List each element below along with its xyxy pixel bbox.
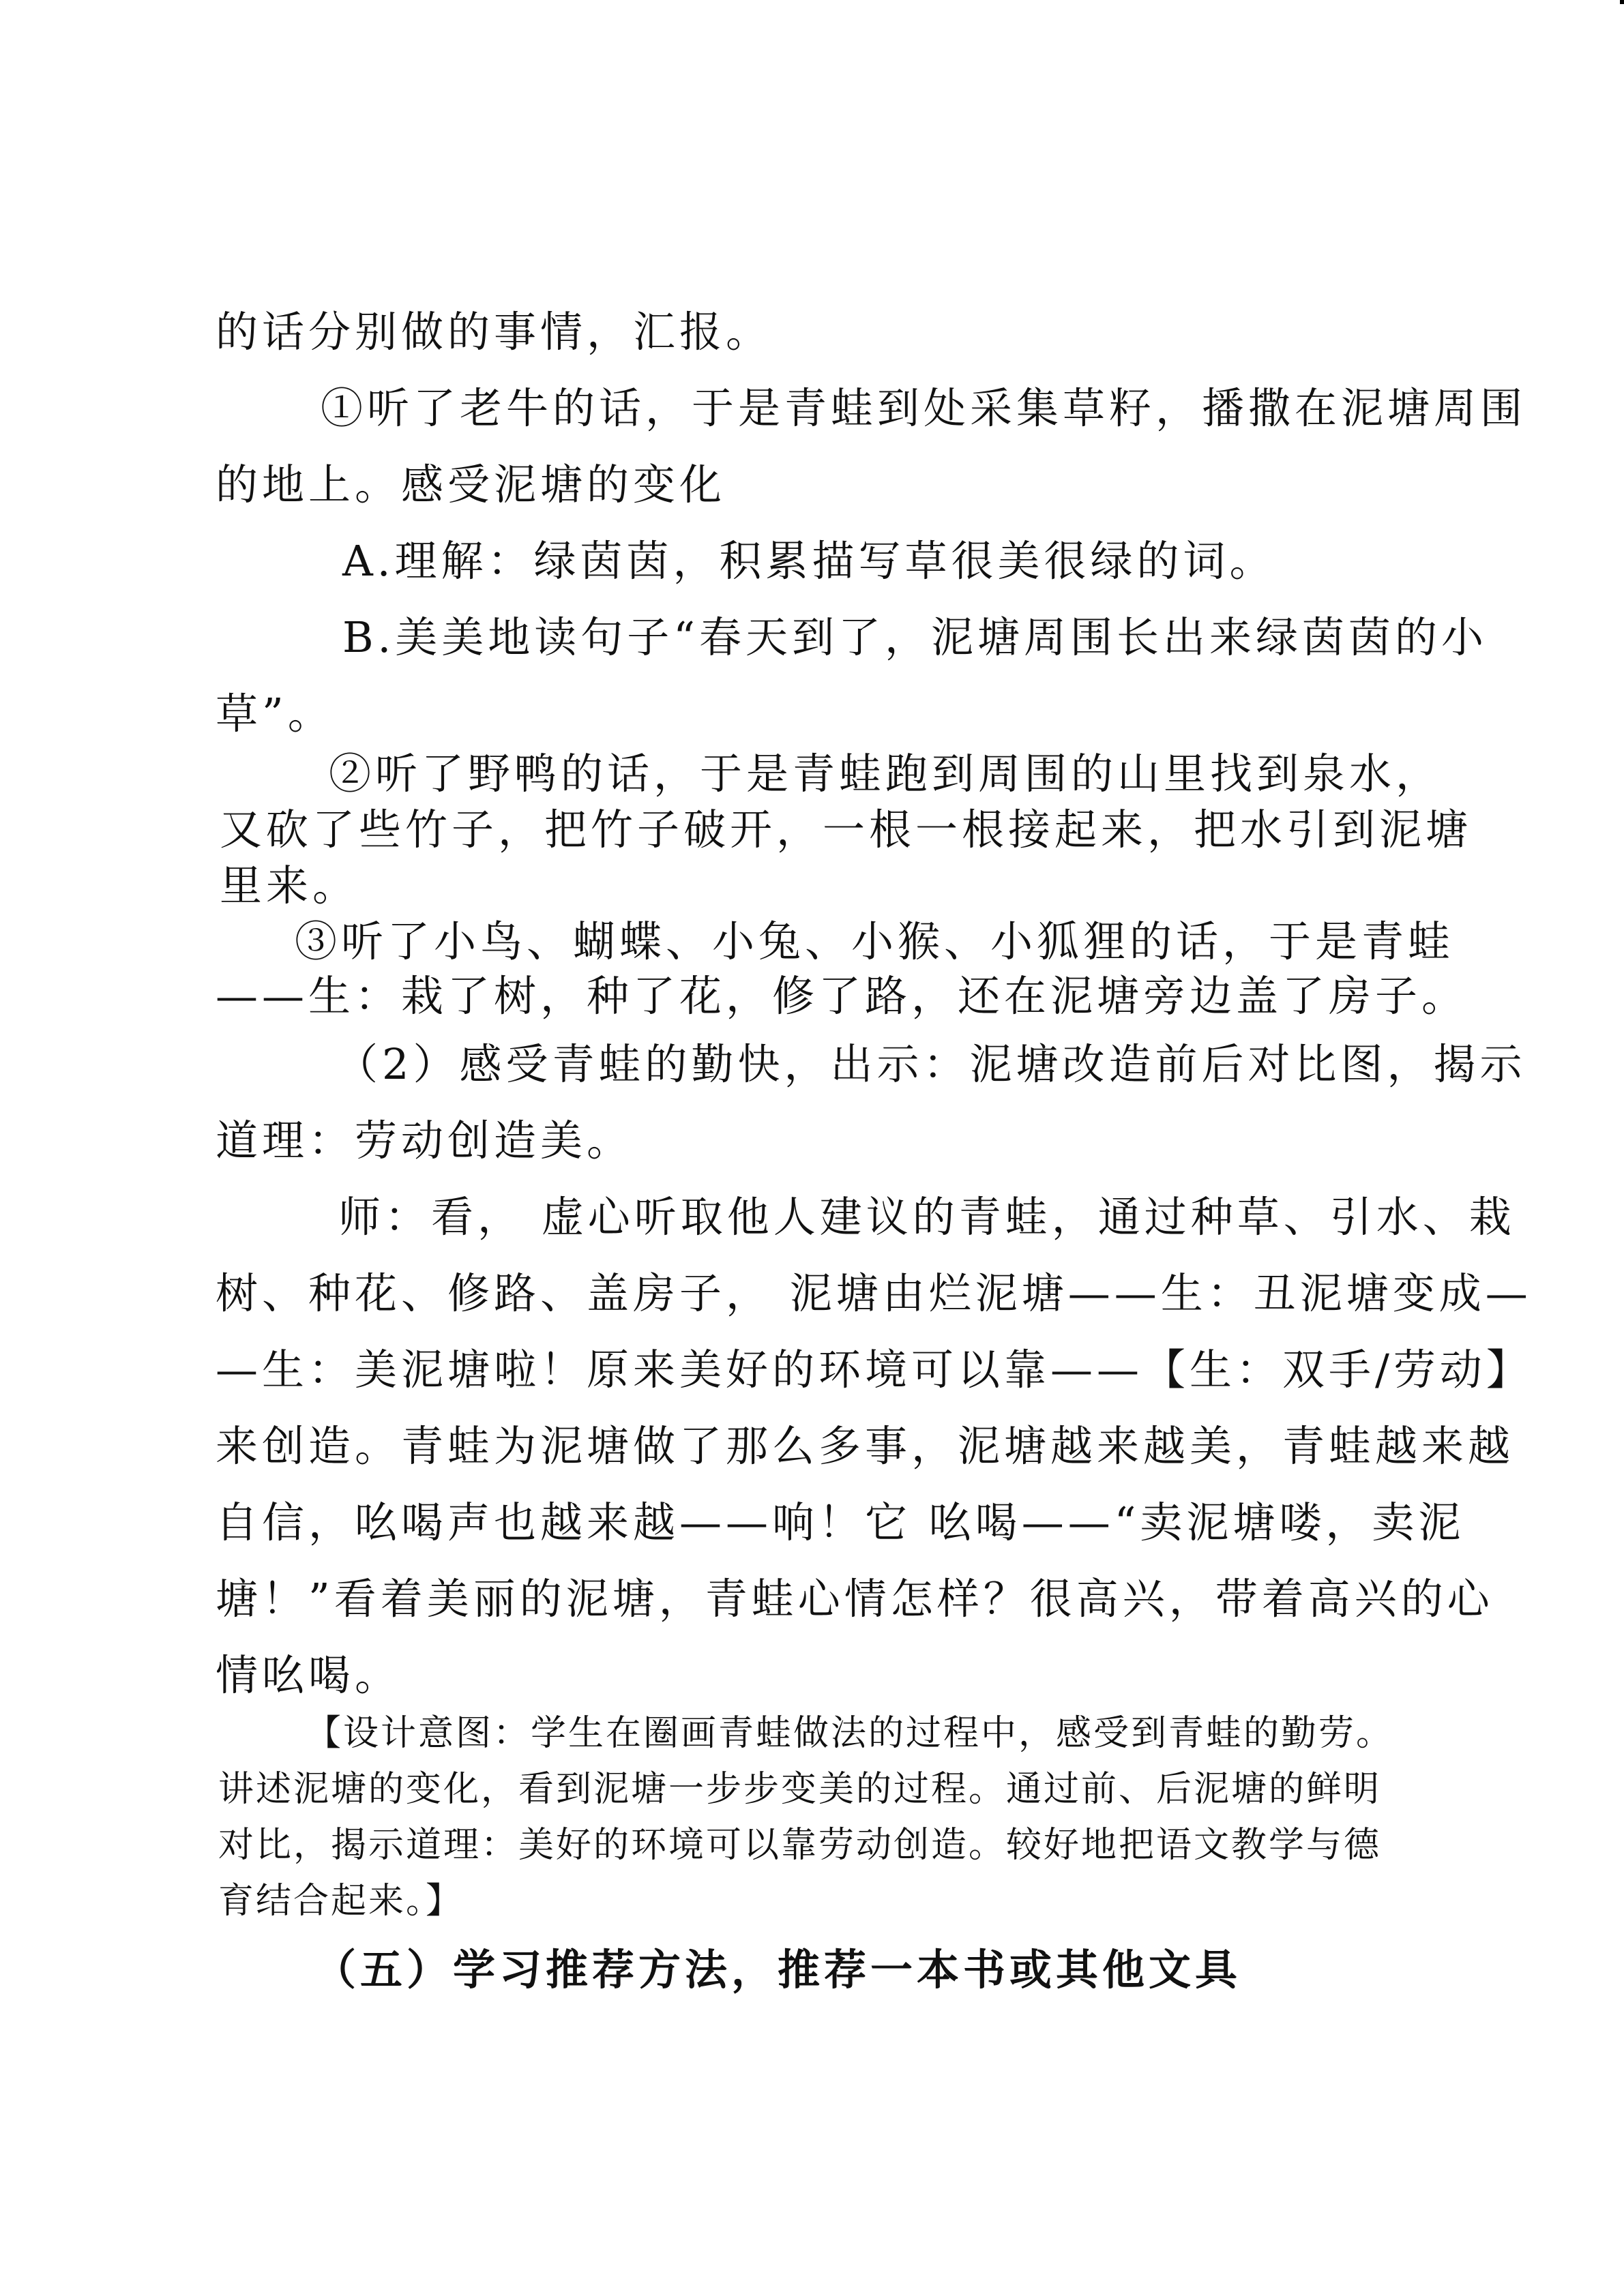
text-line: B.美美地读句子“春天到了，泥塘周围长出来绿茵茵的小 [342, 612, 1488, 662]
text-line: ②听了野鸭的话，于是青蛙跑到周围的山里找到泉水， [329, 749, 1443, 799]
text-line: 塘！”看着美丽的泥塘，青蛙心情怎样？很高兴，带着高兴的心 [216, 1574, 1494, 1624]
text-line: 树、种花、修路、盖房子， 泥塘由烂泥塘——生：丑泥塘变成— [216, 1268, 1532, 1318]
text-line: 草”。 [216, 689, 334, 739]
text-line: （2）感受青蛙的勤快，出示：泥塘改造前后对比图，揭示 [336, 1039, 1526, 1089]
text-line: 情吆喝。 [216, 1650, 402, 1700]
page-corner-mark [1620, 0, 1624, 4]
design-note-line: 对比，揭示道理：美好的环境可以靠劳动创造。较好地把语文教学与德 [218, 1825, 1382, 1866]
section-heading: （五）学习推荐方法，推荐一本书或其他文具 [314, 1945, 1242, 1995]
text-line: 的话分别做的事情，汇报。 [216, 307, 773, 357]
design-note-line: 【设计意图：学生在圈画青蛙做法的过程中，感受到青蛙的勤劳。 [306, 1713, 1394, 1754]
text-line: ③听了小鸟、蝴蝶、小兔、小猴、小狐狸的话，于是青蛙 [295, 916, 1455, 966]
text-line: 里来。 [220, 861, 359, 910]
text-line: 道理：劳动创造美。 [216, 1116, 634, 1165]
text-line: —生：美泥塘啦！原来美好的环境可以靠——【生：双手/劳动】 [216, 1345, 1533, 1395]
design-note-line: 育结合起来。】 [218, 1881, 464, 1922]
text-line: 来创造。青蛙为泥塘做了那么多事，泥塘越来越美，青蛙越来越 [216, 1421, 1515, 1471]
design-note-line: 讲述泥塘的变化，看到泥塘一步步变美的过程。通过前、后泥塘的鲜明 [218, 1769, 1382, 1810]
text-line: ①听了老牛的话，于是青蛙到处采集草籽，播撒在泥塘周围 [321, 383, 1527, 433]
text-line: 又砍了些竹子，把竹子破开，一根一根接起来，把水引到泥塘 [220, 805, 1473, 854]
text-line: 师：看， 虚心听取他人建议的青蛙，通过种草、引水、栽 [338, 1192, 1516, 1242]
text-line: ——生：栽了树，种了花，修了路，还在泥塘旁边盖了房子。 [216, 971, 1468, 1021]
text-line: 自信，吆喝声也越来越——响！它 吆喝——“卖泥塘喽，卖泥 [216, 1497, 1465, 1547]
text-line: 的地上。感受泥塘的变化 [216, 460, 726, 509]
text-line: A.理解：绿茵茵，积累描写草很美很绿的词。 [342, 536, 1276, 586]
